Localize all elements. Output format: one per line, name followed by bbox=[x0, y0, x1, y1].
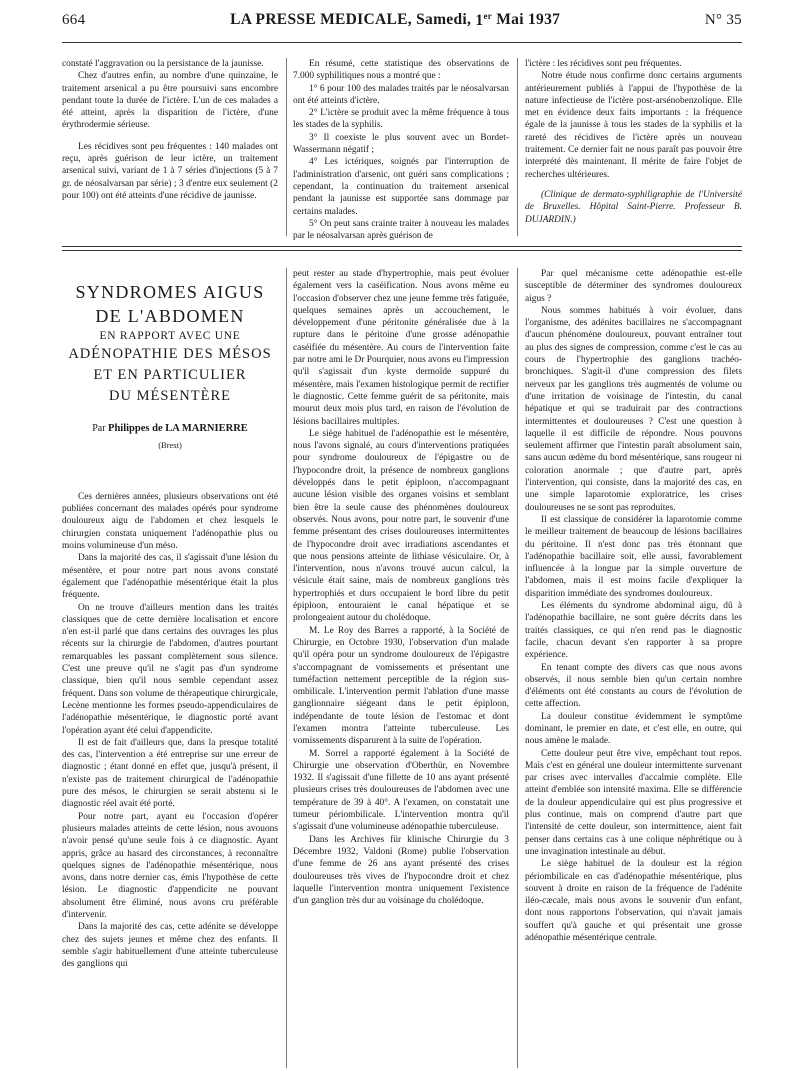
paragraph: La douleur constitue évidemment le symptôme dominant, le premier en date, et c'est elle, en outre, qui nous amène le malade. bbox=[525, 711, 742, 747]
previous-article-continuation bbox=[62, 58, 742, 240]
affiliation-note: (Clinique de dermato-syphiligraphie de l'Université de Bruxelles. Hôpital Saint-Pierre. Professeur B. DUJARDIN.) bbox=[525, 189, 742, 225]
article-column-2 bbox=[293, 268, 509, 1078]
date-day: 1er bbox=[475, 10, 493, 29]
paragraph: Dans la majorité des cas, cette adénite se développe chez des sujets jeunes et même chez des enfants. Il semble s'agir habituellement d'une atteinte tuberculeuse des ganglions qui bbox=[62, 922, 278, 970]
date-rest: Mai 1937 bbox=[496, 11, 561, 29]
paragraph: Les éléments du syndrome abdominal aigu, dû à l'adénopathie bacillaire, ne sont guère décrits dans les traités classiques, ce qui n'en rend pas le diagnostic facile, chacun devant s'en rapporter à sa propre expérience. bbox=[525, 601, 742, 661]
title-line: DE L'ABDOMEN bbox=[95, 306, 245, 326]
column-rule bbox=[286, 58, 287, 236]
title-line: ET EN PARTICULIER bbox=[93, 367, 247, 384]
paragraph: 3° Il coexiste le plus souvent avec un Bordet-Wassermann négatif ; bbox=[293, 132, 509, 156]
paragraph: Le siège habituel de l'adénopathie est le mésentère, nous l'avons signalé, au cours d'interventions pratiquées pour syndrome douloureux de l'épigastre ou de l'hypocondre droit, la présence de nombreux ganglions développés dans le petit épiploon, n'accompagnant aucune lésion visible des organes voisins et semblant bien être la seule cause des phénomènes douloureux observés. Nous avons, pour notre part, le souvenir d'une femme présentant des crises douloureuses intermittentes de l'hypocondre droit avec irradiations ascendantes et que nous pensions atteinte de lithiase vésiculaire. Or, à l'intervention, nous n'avons trouvé aucun calcul, la vésicule était saine, mais de nombreux ganglions très hypertrophiés et durs occupaient le bord libre du petit épiploon, entouraient le canal hépatique et se prolongeaient autour du cholédoque. bbox=[293, 428, 509, 624]
title-line: SYNDROMES AIGUS bbox=[75, 282, 265, 302]
paragraph: Il est de fait d'ailleurs que, dans la presque totalité des cas, l'intervention a été entreprise sur une erreur de diagnostic ; étant donné en effet que, jusqu'à présent, il n'existe pas de traitement chirurgical de l'adénopathie pure des mésos, le chirurgien se serait abstenu si le diagnostic réel avait été porté. bbox=[62, 737, 278, 810]
section-rule-top bbox=[62, 246, 742, 247]
page-number: 664 bbox=[62, 11, 86, 28]
paragraph: Cette douleur peut être vive, empêchant tout repos. Mais c'est en général une douleur intermittente survenant par crises avec intervalles d'accalmie complète. Elle atteint d'emblée son intensité maxima. Elle se différencie de la douleur appendiculaire qui est plus progressive et plus continue, mais on comprend d'autre part que l'intensité de cette douleur, son intermittence, aient fait penser dans certains cas à une colique néphrétique ou à une invagination intestinale au début. bbox=[525, 748, 742, 857]
column-rule bbox=[286, 268, 287, 1068]
byline: Par Philippes de LA MARNIERRE bbox=[92, 423, 248, 435]
paragraph: Par quel mécanisme cette adénopathie est-elle susceptible de déterminer des syndromes douloureux aigus ? bbox=[525, 269, 742, 304]
date-prefix: Samedi, bbox=[416, 11, 472, 29]
issue-number: N° 35 bbox=[704, 11, 742, 28]
paragraph: 2° L'ictère se produit avec la même fréquence à tous les stades de la syphilis. bbox=[293, 108, 509, 131]
paragraph: Nous sommes habitués à voir évoluer, dans l'organisme, des adénites bacillaires ne s'accompagnant d'aucun phénomène douloureux, pouvant entraîner tout au plus des signes de compression, comme c'est le cas au cours de l'hypertrophie des ganglions trachéo-bronchiques. S'agit-il d'une compression des filets nerveux par les ganglions très augmentés de volume ou d'une irritation de voisinage de l'intestin, du canal hépatique et qui se traduirait par des contractions intermittentes et douloureuses ? C'est une question à laquelle il est difficile de répondre. Nous pouvons seulement affirmer que l'intestin paraît absolument sain, sans aucun œdème du bord mésentérique, sans rougeur ni coloration anormale ; que d'autre part, après l'intervention, qui consiste, dans la majorité des cas, en une simple laparotomie exploratrice, les crises douloureuses ne se sont pas reproduites. bbox=[525, 305, 742, 513]
paragraph: Le siège habituel de la douleur est la région périombilicale en cas d'adénopathie mésentérique, plus souvent à droite en raison de la fréquence de l'adénite iléo-cæcale, mais nous avons le souvenir d'un enfant, dont nous rapportons l'observation, qui n'avait jamais souffert qu'à gauche et qui présentait une grosse adénopathie mésentérique centrale. bbox=[525, 859, 742, 944]
paragraph: En tenant compte des divers cas que nous avons observés, il nous semble bien qu'un certain nombre d'éléments ont été constants au cours de l'évolution de cette affection. bbox=[525, 662, 742, 710]
paragraph: Notre étude nous confirme donc certains arguments antérieurement publiés à l'appui de l'hypothèse de la nature infectieuse de l'ictère post-arsénobenzolique. Elle met en évidence deux faits importants : la fréquence égale de la jaunisse à tous les stades de la syphilis et la rareté des récidives de l'ictère après un nouveau traitement. Ce dernier fait ne nous paraît pas pouvoir être interprété dès maintenant. Il mérite de faire l'objet de recherches ultérieures. bbox=[525, 71, 742, 180]
paragraph: Pour notre part, ayant eu l'occasion d'opérer plusieurs malades atteints de cette lésion, nous avouons n'avoir pensé qu'une seule fois à ce diagnostic. Ayant appris, grâce au hasard des circonstances, à reconnaître quelques signes de l'adénopathie mésentérique, nous avons, dans notre dernier cas, émis l'hypothèse de cette lésion. Le diagnostic d'appendicite ne pouvant absolument être éliminé, nous avons cru préférable d'intervenir. bbox=[62, 811, 278, 920]
paragraph: Dans la majorité des cas, il s'agissait d'une lésion du mésentère, et pour notre part nous avons constaté également que l'adénopathie mésentérique était la plus fréquente. bbox=[62, 553, 278, 601]
paragraph: Chez d'autres enfin, au nombre d'une quinzaine, le traitement arsenical a pu être poursuivi sans encombre pendant toute la durée de l'ictère. L'un de ces malades a été atteint, après la disparition de l'ictère, d'une érythrodermie sérieuse. bbox=[62, 71, 278, 131]
paragraph: Il est classique de considérer la laparotomie comme le meilleur traitement de beaucoup de lésions bacillaires du péritoine. Il n'est donc pas très étonnant que l'adénopathie bacillaire soit, elle aussi, favorablement influencée à la longue par la simple ouverture de l'abdomen, mais il est moins facile d'expliquer la disparition immédiate des syndromes douloureux. bbox=[525, 514, 742, 599]
page-header bbox=[62, 0, 742, 40]
paragraph: M. Sorrel a rapporté également à la Société de Chirurgie une observation d'Oberthür, en Novembre 1932. Il s'agissait d'une fillette de 10 ans ayant présenté plusieurs crises très douloureuses de l'abdomen avec une température de 39 à 40°. A l'examen, on constatait une tumeur périombilicale. L'intervention montra qu'il s'agissait d'une volumineuse adénopathie tuberculeuse. bbox=[293, 748, 509, 833]
title-line: DU MÉSENTÈRE bbox=[109, 388, 231, 405]
header-rule bbox=[62, 42, 742, 43]
author-location: (Brest) bbox=[158, 439, 182, 450]
column-rule bbox=[517, 268, 518, 1068]
paragraph: 5° On peut sans crainte traiter à nouveau les malades par le néosalvarsan après guérison de bbox=[293, 218, 509, 240]
journal-title: LA PRESSE MEDICALE, bbox=[230, 11, 412, 29]
article-title bbox=[62, 280, 278, 407]
paragraph: Ces dernières années, plusieurs observations ont été publiées concernant des malades opérés pour syndrome douloureux aigu de l'abdomen et chez lesquels le chirurgien constata uniquement l'adénopathie plus ou moins volumineuse d'un méso. bbox=[62, 491, 278, 552]
paragraph: l'ictère : les récidives sont peu fréquentes. bbox=[525, 59, 682, 69]
title-line: ADÉNOPATHIE DES MÉSOS bbox=[68, 346, 272, 363]
paragraph: 1° 6 pour 100 des malades traités par le néosalvarsan ont été atteints d'ictère. bbox=[293, 83, 509, 106]
author-name: Philippes de LA MARNIERRE bbox=[108, 423, 248, 435]
title-line: EN RAPPORT AVEC UNE bbox=[99, 330, 241, 342]
paragraph: constaté l'aggravation ou la persistance de la jaunisse. bbox=[62, 59, 264, 69]
paragraph: On ne trouve d'ailleurs mention dans les traités classiques que de cette dernière localisation et encore n'en est-il parlé que dans certains des ouvrages les plus récents sur la chirurgie de l'abdomen, d'autres pourtant remarquables les passant complètement sous silence. C'est une preuve qu'il ne s'agit pas d'un syndrome classique, bien qu'il nous semble cependant assez fréquent. Dans son volume de thérapeutique chirurgicale, Lecène mentionne les formes pseudo-appendiculaires de l'adénopathie mésentérique, le diagnostic porté avant l'opération ayant été celui d'appendicite. bbox=[62, 602, 278, 736]
upper-column-1 bbox=[62, 58, 278, 240]
article-column-3 bbox=[525, 268, 742, 1078]
paragraph: Dans les Archives für klinische Chirurgie du 3 Décembre 1932, Valdoni (Rome) publie l'observation d'une femme de 26 ans ayant présenté des crises douloureuses très vives de l'hypocondre droit et chez laquelle l'intervention montra uniquement l'existence d'un ganglion très dur au voisinage du cholédoque. bbox=[293, 834, 509, 907]
column-rule bbox=[517, 58, 518, 236]
upper-column-3 bbox=[525, 58, 742, 240]
paragraph: 4° Les ictériques, soignés par l'interruption de l'administration d'arsenic, ont guéri sans complications ; cependant, la continuation du traitement arsenical pendant la jaunisse est supportée sans dommage par certains malades. bbox=[293, 157, 509, 217]
upper-column-2 bbox=[293, 58, 509, 240]
journal-title-line bbox=[230, 10, 560, 29]
article-column-1 bbox=[62, 268, 278, 1078]
article bbox=[62, 268, 742, 1078]
section-rule-bottom bbox=[62, 250, 742, 251]
paragraph: En résumé, cette statistique des observations de 7.000 syphilitiques nous a montré que : bbox=[293, 59, 509, 82]
paragraph: Les récidives sont peu fréquentes : 140 malades ont reçu, après guérison de leur ictère, un traitement arsenical suivi, variant de 1 à 7 séries d'injections (5 à 7 gr. de néosalvarsan par série) ; 3 d'entre eux seulement (2 pour 100) ont été atteints d'une récidive de jaunisse. bbox=[62, 141, 278, 201]
paragraph: M. Le Roy des Barres a rapporté, à la Société de Chirurgie, en Octobre 1930, l'observation d'un malade qu'il opéra pour un syndrome douloureux de l'épigastre s'accompagnant de vomissements et présentant une tuméfaction nettement perceptible de la région sus-ombilicale. L'intervention permit l'ablation d'une masse ganglionnaire siégeant dans le petit épiploon, indépendante de toute lésion de l'estomac et dont l'examen montra l'atteinte tuberculeuse. Les vomissements disparurent à la suite de l'opération. bbox=[293, 625, 509, 747]
paragraph: peut rester au stade d'hypertrophie, mais peut évoluer également vers la caséification. Nous avons même eu l'occasion d'observer chez une jeune femme très fatiguée, quelques semaines après un accouchement, le développement d'une péritonite généralisée due à la rupture dans le péritoine d'une grosse adénopathie caséifiée du mésentère. Au cours de l'intervention faite par notre ami le Dr Pourquier, nous avons eu l'impression qu'il s'agissait d'un kyste dermoïde suppuré du mésentère, mais l'examen histologique permit de rectifier le diagnostic. Cette femme guérit de sa péritonite, mais mourut deux mois plus tard, en raison de l'évolution de lésions bacillaires multiples. bbox=[293, 269, 509, 427]
